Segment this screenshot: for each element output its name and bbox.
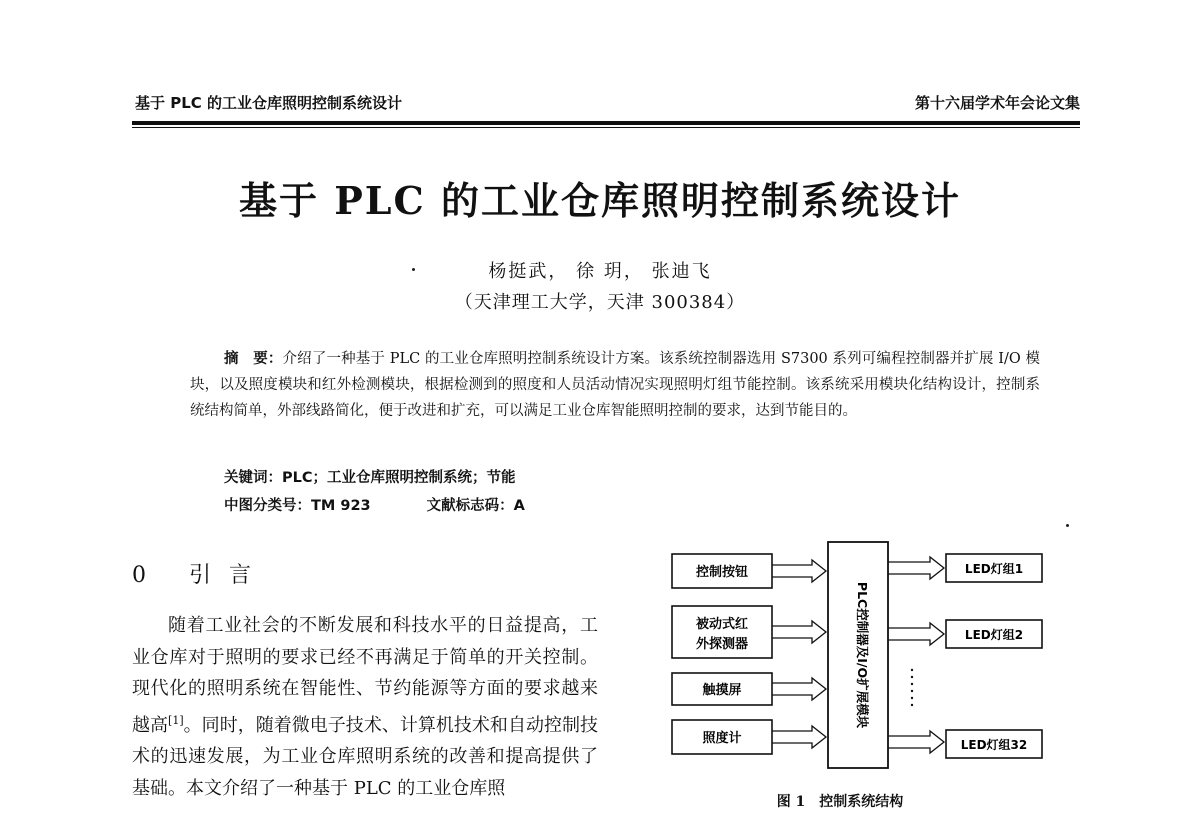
label-led-32: LED灯组32 [960, 738, 1028, 752]
body-paragraph [132, 610, 598, 804]
document-code: 文献标志码：A [426, 498, 525, 514]
label-led-2: LED灯组2 [964, 628, 1024, 642]
affiliation: （天津理工大学，天津 300384） [454, 292, 746, 313]
arrow-out-3 [888, 731, 944, 753]
input-touchscreen-box [672, 673, 772, 705]
label-pir-line1: 被动式红 [695, 617, 749, 632]
section-heading [132, 558, 269, 589]
abstract-text: 介绍了一种基于 PLC 的工业仓库照明控制系统设计方案。该系统控制器选用 S7300 系列可编程控制器并扩展 I/O 模块，以及照度模块和红外检测模块，根据检测到的照度和人员活动情况实现照明灯组节能控制。该系统采用模块化结构设计，控制系统结构简单，外部线路简化，便于改进和扩充，可以满足工业仓库智能照明控制的要求，达到节能目的。 [190, 351, 1041, 419]
classification-line [224, 494, 525, 515]
arrow-out-1 [888, 557, 944, 579]
arrow-in-4 [772, 726, 826, 748]
scan-speck-2 [1066, 524, 1069, 527]
label-led-1: LED灯组1 [964, 562, 1024, 576]
arrow-in-1 [772, 560, 826, 582]
input-pir-detector-box [672, 606, 772, 658]
clc-number: 中图分类号：TM 923 [224, 498, 371, 514]
plc-controller-box [828, 542, 888, 768]
abstract-label: 摘 要： [224, 351, 283, 367]
figure-caption: 图 1 控制系统结构 [776, 794, 904, 810]
running-header-proceedings: 第十六届学术年会论文集 [914, 94, 1080, 112]
ellipsis-dots [911, 669, 913, 706]
section-number: 0 [132, 563, 164, 588]
output-led-group-32-box [946, 730, 1042, 758]
abstract [190, 346, 1040, 424]
arrow-out-2 [888, 623, 944, 645]
control-system-diagram [640, 540, 1060, 780]
header-rule-thick [132, 121, 1080, 125]
output-arrows [888, 557, 944, 753]
body-text-part1: 随着工业社会的不断发展和科技水平的日益提高，工业仓库对于照明的要求已经不再满足于简单的开关控制。现代化的照明系统在智能性、节约能源等方面的要求越来越高 [132, 615, 598, 736]
citation-ref: [1] [168, 713, 184, 727]
header-rule-thin [132, 127, 1080, 128]
keywords: 关键词：PLC；工业仓库照明控制系统；节能 [224, 470, 516, 486]
arrow-in-2 [772, 621, 826, 643]
section-title: 引言 [189, 563, 270, 588]
output-led-group-2-box [946, 620, 1042, 648]
input-control-button-box [672, 554, 772, 588]
paper-title: 基于 PLC 的工业仓库照明控制系统设计 [239, 178, 961, 223]
author-list: 杨挺武， 徐 玥， 张迪飞 [488, 261, 712, 282]
label-plc-controller: PLC控制器及I/O扩展模块 [855, 581, 870, 729]
input-illuminance-meter-box [672, 720, 772, 754]
body-text-part2: 。同时，随着微电子技术、计算机技术和自动控制技术的迅速发展，为工业仓库照明系统的改善和提高提供了基础。本文介绍了一种基于 PLC 的工业仓库照 [132, 714, 599, 799]
running-header-title: 基于 PLC 的工业仓库照明控制系统设计 [135, 94, 403, 112]
arrow-in-3 [772, 678, 826, 700]
input-arrows [772, 560, 826, 748]
label-touchscreen: 触摸屏 [702, 683, 742, 698]
label-control-button: 控制按钮 [695, 565, 749, 580]
label-pir-line2: 外探测器 [695, 637, 749, 652]
output-led-group-1-box [946, 554, 1042, 582]
label-illuminance-meter: 照度计 [702, 731, 742, 746]
